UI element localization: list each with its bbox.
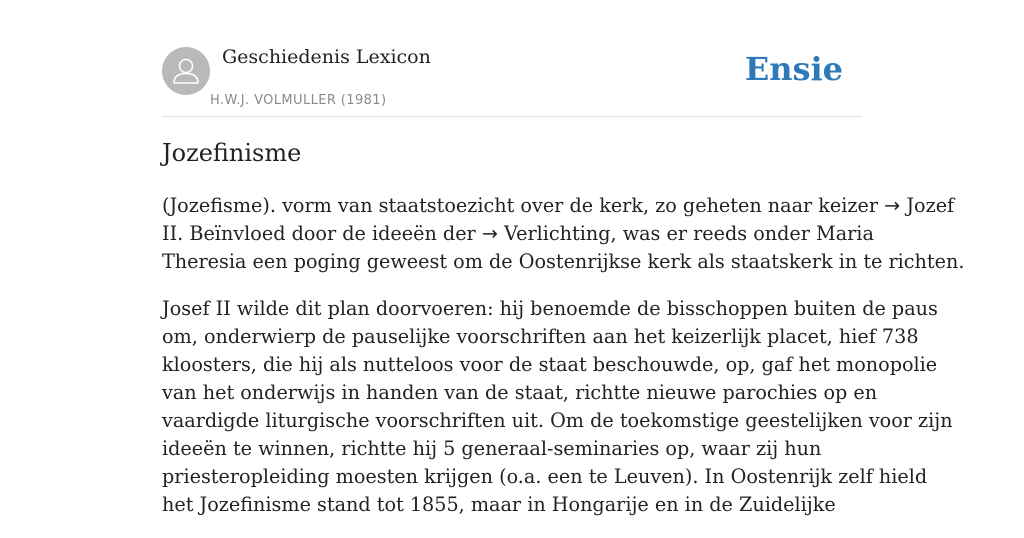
- entry-title: Jozefinisme: [162, 139, 302, 167]
- text-segment: van het onderwijs in handen van de staat, richtte nieuwe parochies op en: [162, 381, 878, 404]
- text-line: [162, 491, 862, 519]
- ensie-logo[interactable]: Ensie: [744, 50, 843, 88]
- text-segment: II. Beïnvloed door de ideeën der: [162, 222, 482, 245]
- article-page: [162, 0, 965, 516]
- entry-body: [162, 192, 965, 538]
- entry-paragraph: [162, 295, 953, 519]
- text-line: [162, 220, 874, 248]
- cross-reference-arrow-icon[interactable]: →: [884, 194, 901, 217]
- user-outline-icon: [162, 47, 210, 95]
- text-segment: het Jozefinisme stand tot 1855, maar in Hongarije en in de Zuidelijke: [162, 493, 836, 516]
- entry-paragraph: [162, 192, 965, 276]
- text-segment: ideeën te winnen, richtte hij 5 generaal-seminaries op, waar zij hun: [162, 437, 822, 460]
- text-line: [162, 323, 919, 351]
- text-line: [162, 407, 953, 435]
- text-segment: Theresia een poging geweest om de Oostenrijkse kerk als staatskerk in te richten.: [162, 250, 965, 273]
- text-segment: Jozef: [900, 194, 955, 217]
- text-segment: Verlichting, was er reeds onder Maria: [497, 222, 874, 245]
- text-segment: vaardigde liturgische voorschriften uit. Om de toekomstige geestelijken voor zijn: [162, 409, 953, 432]
- text-line: [162, 379, 878, 407]
- text-line: [162, 248, 965, 276]
- text-line: [162, 351, 938, 379]
- source-title[interactable]: Geschiedenis Lexicon: [222, 46, 431, 68]
- text-line: [162, 192, 955, 220]
- text-line: [162, 435, 862, 463]
- author-name[interactable]: H.W.J. VOLMULLER (1981): [210, 93, 387, 108]
- text-line: [162, 463, 928, 491]
- text-segment: kloosters, die hij als nutteloos voor de staat beschouwde, op, gaf het monopolie: [162, 353, 938, 376]
- text-segment: om, onderwierp de pauselijke voorschriften aan het keizerlijk placet, hief 738: [162, 325, 919, 348]
- cross-reference-arrow-icon[interactable]: →: [481, 222, 498, 245]
- text-segment: Josef II wilde dit plan doorvoeren: hij benoemde de bisschoppen buiten de paus: [162, 297, 938, 320]
- author-avatar[interactable]: [162, 47, 210, 95]
- text-segment: priesteropleiding moesten krijgen (o.a. een te Leuven). In Oostenrijk zelf hield: [162, 465, 928, 488]
- text-segment: (Jozefisme). vorm van staatstoezicht over de kerk, zo geheten naar keizer: [162, 194, 885, 217]
- text-line: [162, 295, 938, 323]
- source-header: [162, 0, 862, 117]
